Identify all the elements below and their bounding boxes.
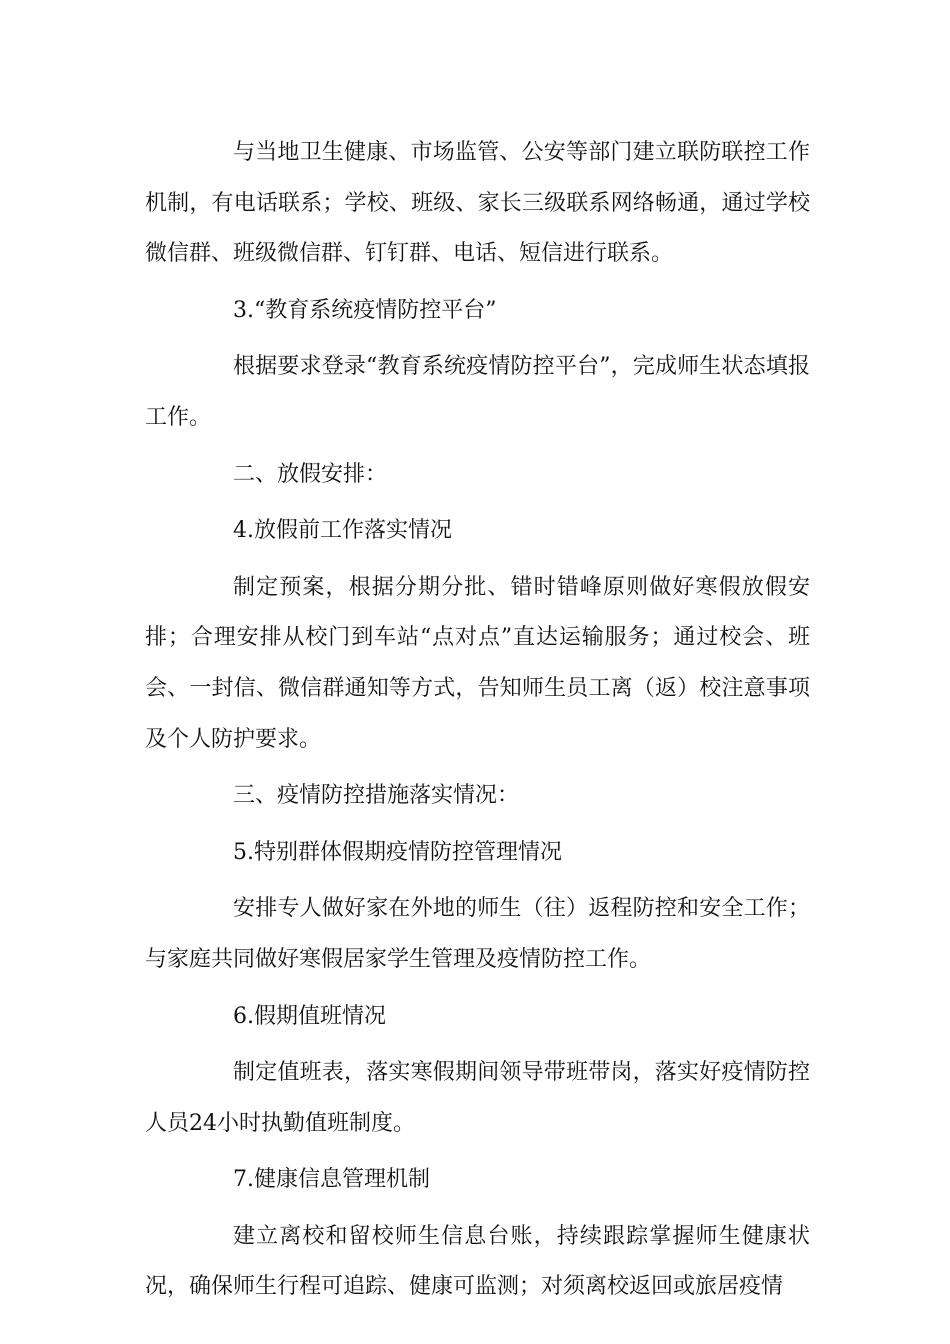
- paragraph-joint-prevention: 与当地卫生健康、市场监管、公安等部门建立联防联控工作机制，有电话联系；学校、班级、家长三级联系网络畅通，通过学校微信群、班级微信群、钉钉群、电话、短信进行联系。: [145, 140, 810, 267]
- heading-pre-holiday: 4.放假前工作落实情况: [233, 518, 452, 544]
- section-heading-holiday: 二、放假安排：: [233, 461, 388, 487]
- heading-duty: 6.假期值班情况: [233, 1003, 386, 1029]
- paragraph-health-info: 建立离校和留校师生信息台账，持续跟踪掌握师生健康状况，确保师生行程可追踪、健康可监测；对须离校返回或旅居疫情: [145, 1223, 810, 1300]
- section-heading-measures: 三、疫情防控措施落实情况：: [233, 783, 520, 809]
- paragraph-platform: 根据要求登录“教育系统疫情防控平台”，完成师生状态填报工作。: [145, 354, 810, 430]
- document-body: [145, 128, 810, 1313]
- heading-platform: 3.“教育系统疫情防控平台”: [233, 297, 497, 323]
- heading-special-groups: 5.特别群体假期疫情防控管理情况: [233, 839, 562, 865]
- heading-health-info: 7.健康信息管理机制: [233, 1167, 430, 1193]
- paragraph-pre-holiday: 制定预案，根据分期分批、错时错峰原则做好寒假放假安排；合理安排从校门到车站“点对点”直达运输服务；通过校会、班会、一封信、微信群通知等方式，告知师生员工离（返）校注意事项及个人防护要求。: [145, 574, 810, 752]
- paragraph-duty: 制定值班表，落实寒假期间领导带班带岗，落实好疫情防控人员24小时执勤值班制度。: [145, 1060, 810, 1136]
- paragraph-special-groups: 安排专人做好家在外地的师生（往）返程防控和安全工作；与家庭共同做好寒假居家学生管理及疫情防控工作。: [145, 896, 810, 972]
